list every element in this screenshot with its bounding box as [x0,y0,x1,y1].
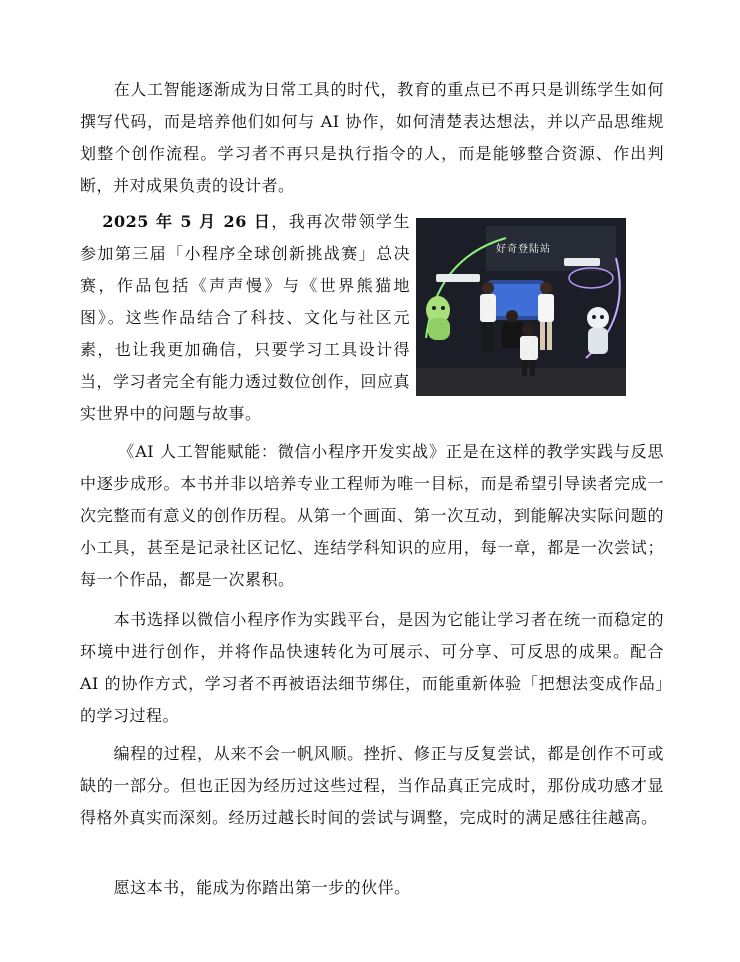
photo-sign-text: 好奇登陆站 [496,244,551,255]
paragraph-platform: 本书选择以微信小程序作为实践平台，是因为它能让学习者在统一而稳定的环境中进行创作，并将作品快速转化为可展示、可分享、可反思的成果。配合 AI 的协作方式，学习者不再被语法细节绑住，而能重新体验「把想法变成作品」的学习过程。 [80,610,664,725]
paragraph-competition [80,206,410,430]
competition-date: 2025 年 5 月 26 日 [102,212,272,231]
paragraph-process: 编程的过程，从来不会一帆风顺。挫折、修正与反复尝试，都是创作不可或缺的一部分。但也正因为经历过这些过程，当作品真正完成时，那份成功感才显得格外真实而深刻。经历过越长时间的尝试与调整，完成时的满足感往往越高。 [80,744,664,827]
paragraph-closing: 愿这本书，能成为你踏出第一步的伙伴。 [113,878,411,897]
competition-text: ，我再次带领学生参加第三届「小程序全球创新挑战赛」总决赛，作品包括《声声慢》与《世界熊猫地图》。这些作品结合了科技、文化与社区元素，也让我更加确信，只要学习工具设计得当，学习者完全有能力透过数位创作，回应真实世界中的问题与故事。 [80,212,411,423]
paragraph-book-origin: 《AI 人工智能赋能：微信小程序开发实战》正是在这样的教学实践与反思中逐步成形。本书并非以培养专业工程师为唯一目标，而是希望引导读者完成一次完整而有意义的创作历程。从第一个画面、第一次互动，到能解决实际问题的小工具，甚至是记录社区记忆、连结学科知识的应用，每一章，都是一次尝试；每一个作品，都是一次累积。 [80,442,664,589]
competition-photo [416,218,626,396]
paragraph-intro: 在人工智能逐渐成为日常工具的时代，教育的重点已不再只是训练学生如何撰写代码，而是培养他们如何与 AI 协作，如何清楚表达想法，并以产品思维规划整个创作流程。学习者不再只是执行指令的人，而是能够整合资源、作出判断，并对成果负责的设计者。 [80,80,664,195]
